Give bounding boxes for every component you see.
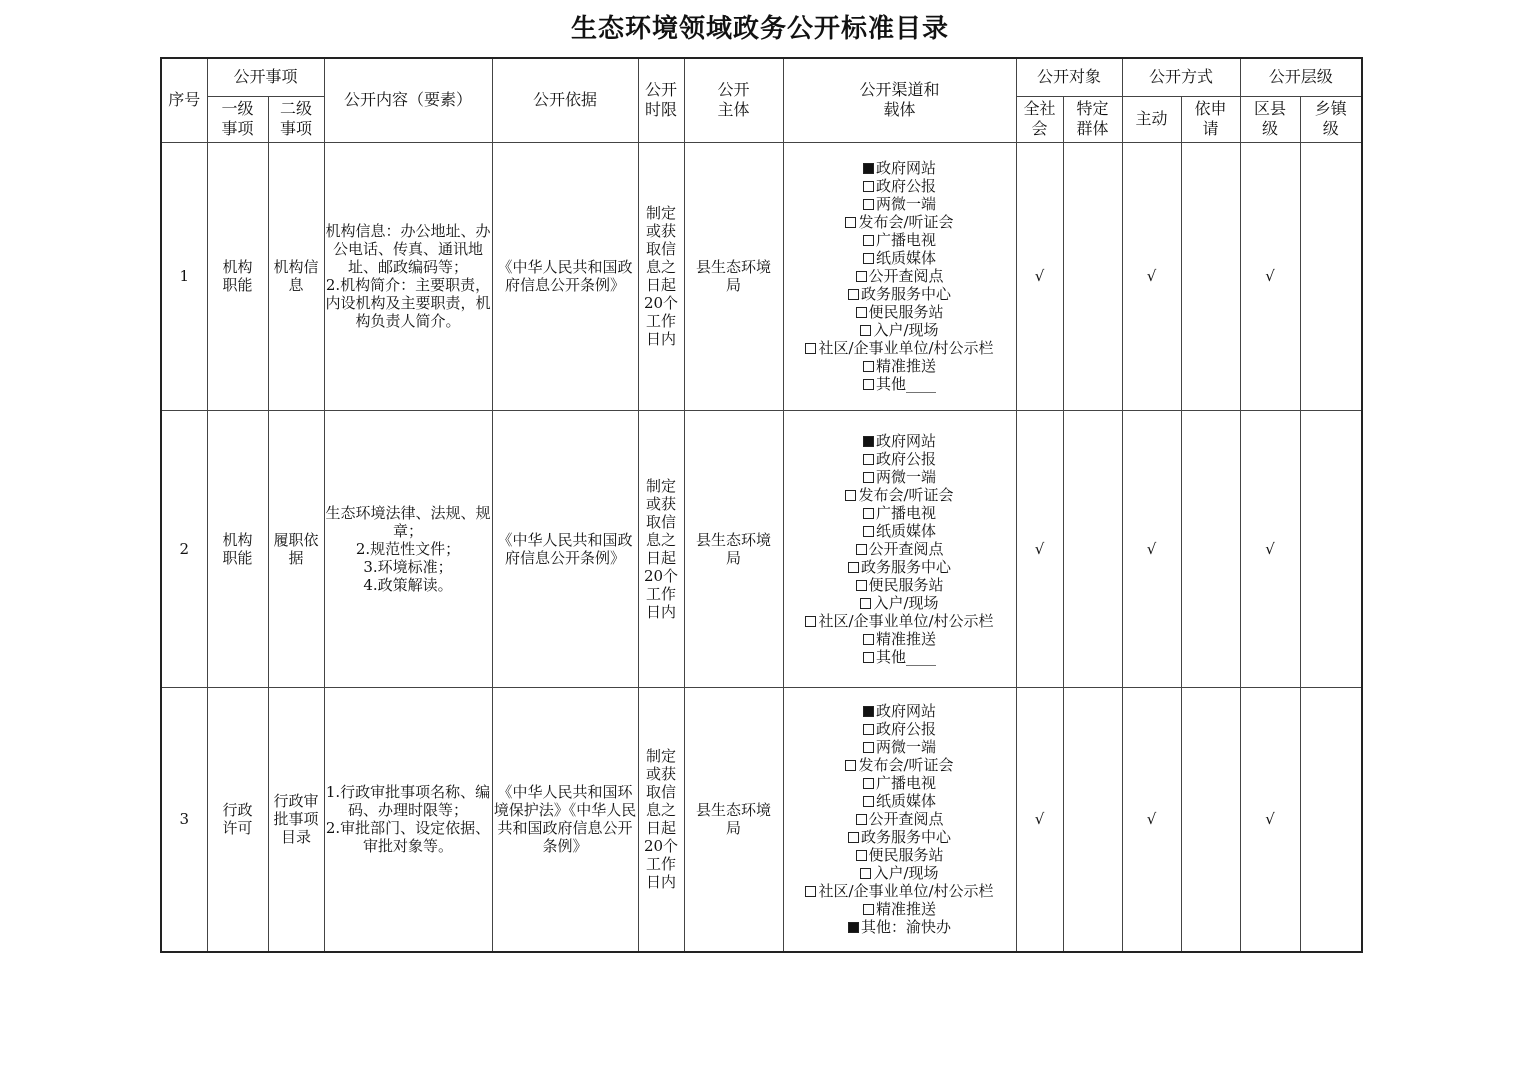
unchecked-box-icon xyxy=(863,199,874,210)
row-subject: 县生态环境 局 xyxy=(684,687,783,952)
row-channels xyxy=(783,687,1016,952)
channel-option xyxy=(784,558,1016,576)
channel-label: 便民服务站 xyxy=(868,303,944,321)
channel-option xyxy=(784,450,1016,468)
channel-option xyxy=(784,213,1016,231)
channel-label: 两微一端 xyxy=(876,467,937,486)
row-method-active-check: √ xyxy=(1122,687,1181,952)
channel-label: 两微一端 xyxy=(876,738,937,757)
catalog-table xyxy=(160,57,1363,953)
header-level-county: 区县 级 xyxy=(1240,96,1300,142)
row-content: 1.行政审批事项名称、编码、办理时限等； 2.审批部门、设定依据、审批对象等。 xyxy=(324,687,492,952)
unchecked-box-icon xyxy=(805,886,816,897)
header-audience-all: 全社 会 xyxy=(1016,96,1063,142)
channel-option xyxy=(784,249,1016,267)
row-time-limit: 制定 或获 取信 息之 日起 20个 工作 日内 xyxy=(638,410,684,687)
channel-label: 社区/企事业单位/村公示栏 xyxy=(818,611,994,630)
unchecked-box-icon xyxy=(856,580,867,591)
channel-option xyxy=(784,630,1016,648)
header-basis: 公开依据 xyxy=(492,58,638,142)
row-level1-item: 机构 职能 xyxy=(207,142,268,410)
channel-label: 精准推送 xyxy=(876,357,937,375)
row-method-active-check: √ xyxy=(1122,410,1181,687)
row-seq: 1 xyxy=(161,142,207,410)
row-level-town-check xyxy=(1300,687,1362,952)
channel-option xyxy=(784,810,1016,828)
channel-label: 精准推送 xyxy=(876,629,937,648)
channel-option xyxy=(784,576,1016,594)
channel-option xyxy=(784,522,1016,540)
channel-option xyxy=(784,339,1016,357)
channel-label: 入户/现场 xyxy=(873,864,939,883)
table-body xyxy=(161,142,1362,952)
channel-label: 其他：渝快办 xyxy=(861,918,952,937)
channel-option xyxy=(784,900,1016,918)
channel-label: 政务服务中心 xyxy=(861,557,952,576)
channel-option xyxy=(784,792,1016,810)
row-basis: 《中华人民共和国环境保护法》《中华人民共和国政府信息公开条例》 xyxy=(492,687,638,952)
unchecked-box-icon xyxy=(863,379,874,390)
channel-option xyxy=(784,918,1016,936)
header-subject: 公开 主体 xyxy=(684,58,783,142)
channel-label: 入户/现场 xyxy=(873,321,939,339)
checked-box-icon xyxy=(863,436,874,447)
header-level2: 二级 事项 xyxy=(268,96,324,142)
channel-label: 广播电视 xyxy=(876,503,937,522)
header-seq: 序号 xyxy=(161,58,207,142)
channel-label: 政府网站 xyxy=(876,702,937,721)
unchecked-box-icon xyxy=(863,778,874,789)
header-method-request: 依申 请 xyxy=(1181,96,1240,142)
row-audience-all-check: √ xyxy=(1016,687,1063,952)
channel-label: 纸质媒体 xyxy=(876,521,937,540)
channel-option xyxy=(784,177,1016,195)
channel-option xyxy=(784,321,1016,339)
unchecked-box-icon xyxy=(863,472,874,483)
table-row xyxy=(161,410,1362,687)
channel-option xyxy=(784,267,1016,285)
unchecked-box-icon xyxy=(863,454,874,465)
row-audience-all-check: √ xyxy=(1016,410,1063,687)
channel-label: 纸质媒体 xyxy=(876,792,937,811)
unchecked-box-icon xyxy=(863,526,874,537)
unchecked-box-icon xyxy=(863,634,874,645)
channel-label: 公开查阅点 xyxy=(868,267,944,285)
channel-option xyxy=(784,702,1016,720)
row-basis: 《中华人民共和国政府信息公开条例》 xyxy=(492,410,638,687)
row-seq: 2 xyxy=(161,410,207,687)
channel-option xyxy=(784,195,1016,213)
channel-option xyxy=(784,720,1016,738)
channel-label: 社区/企事业单位/村公示栏 xyxy=(818,339,994,357)
row-method-request-check xyxy=(1181,410,1240,687)
row-level2-item: 履职依 据 xyxy=(268,410,324,687)
row-method-request-check xyxy=(1181,687,1240,952)
unchecked-box-icon xyxy=(863,253,874,264)
channel-option xyxy=(784,159,1016,177)
row-channels xyxy=(783,410,1016,687)
channel-label: 其他____ xyxy=(876,647,937,666)
channel-label: 政务服务中心 xyxy=(861,285,952,303)
header-items-group: 公开事项 xyxy=(207,58,324,96)
channel-label: 公开查阅点 xyxy=(868,810,944,829)
row-basis: 《中华人民共和国政府信息公开条例》 xyxy=(492,142,638,410)
unchecked-box-icon xyxy=(845,760,856,771)
unchecked-box-icon xyxy=(856,307,867,318)
channel-option xyxy=(784,774,1016,792)
row-level-county-check: √ xyxy=(1240,142,1300,410)
table-row xyxy=(161,687,1362,952)
row-subject: 县生态环境 局 xyxy=(684,142,783,410)
channel-label: 入户/现场 xyxy=(873,593,939,612)
channel-option xyxy=(784,432,1016,450)
unchecked-box-icon xyxy=(863,724,874,735)
channel-label: 广播电视 xyxy=(876,231,937,249)
channel-option xyxy=(784,882,1016,900)
row-audience-specific-check xyxy=(1063,142,1122,410)
page-title: 生态环境领域政务公开标准目录 xyxy=(570,14,949,44)
row-level2-item: 机构信 息 xyxy=(268,142,324,410)
header-method-active: 主动 xyxy=(1122,96,1181,142)
row-audience-specific-check xyxy=(1063,687,1122,952)
unchecked-box-icon xyxy=(863,181,874,192)
unchecked-box-icon xyxy=(856,271,867,282)
channel-option xyxy=(784,846,1016,864)
row-content: 机构信息：办公地址、办公电话、传真、通讯地址、邮政编码等； 2.机构简介：主要职责，内设机构及主要职责，机构负责人简介。 xyxy=(324,142,492,410)
row-level1-item: 行政 许可 xyxy=(207,687,268,952)
channel-label: 便民服务站 xyxy=(868,846,944,865)
channel-label: 政府公报 xyxy=(876,449,937,468)
channel-label: 纸质媒体 xyxy=(876,249,937,267)
row-level-county-check: √ xyxy=(1240,410,1300,687)
header-time-limit: 公开 时限 xyxy=(638,58,684,142)
table-row xyxy=(161,142,1362,410)
unchecked-box-icon xyxy=(805,616,816,627)
checked-box-icon xyxy=(848,922,859,933)
channel-option xyxy=(784,864,1016,882)
row-audience-specific-check xyxy=(1063,410,1122,687)
unchecked-box-icon xyxy=(863,508,874,519)
unchecked-box-icon xyxy=(848,289,859,300)
unchecked-box-icon xyxy=(805,343,816,354)
header-level-town: 乡镇 级 xyxy=(1300,96,1362,142)
channel-label: 两微一端 xyxy=(876,195,937,213)
channel-label: 广播电视 xyxy=(876,774,937,793)
header-content: 公开内容（要素） xyxy=(324,58,492,142)
unchecked-box-icon xyxy=(860,598,871,609)
channel-label: 政务服务中心 xyxy=(861,828,952,847)
channel-option xyxy=(784,468,1016,486)
channel-label: 社区/企事业单位/村公示栏 xyxy=(818,882,994,901)
row-method-request-check xyxy=(1181,142,1240,410)
checked-box-icon xyxy=(863,706,874,717)
channel-label: 精准推送 xyxy=(876,900,937,919)
channel-option xyxy=(784,612,1016,630)
unchecked-box-icon xyxy=(860,868,871,879)
channel-label: 公开查阅点 xyxy=(868,539,944,558)
header-level-group: 公开层级 xyxy=(1240,58,1362,96)
row-level-county-check: √ xyxy=(1240,687,1300,952)
row-content: 生态环境法律、法规、规章； 2.规范性文件； 3.环境标准； 4.政策解读。 xyxy=(324,410,492,687)
unchecked-box-icon xyxy=(863,904,874,915)
header-method-group: 公开方式 xyxy=(1122,58,1240,96)
unchecked-box-icon xyxy=(856,544,867,555)
row-audience-all-check: √ xyxy=(1016,142,1063,410)
channel-option xyxy=(784,828,1016,846)
channel-label: 其他____ xyxy=(876,375,937,393)
channel-option xyxy=(784,231,1016,249)
channel-option xyxy=(784,486,1016,504)
row-level-town-check xyxy=(1300,142,1362,410)
unchecked-box-icon xyxy=(863,361,874,372)
row-channels xyxy=(783,142,1016,410)
channel-label: 发布会/听证会 xyxy=(858,485,954,504)
channel-option xyxy=(784,648,1016,666)
row-level2-item: 行政审 批事项 目录 xyxy=(268,687,324,952)
row-method-active-check: √ xyxy=(1122,142,1181,410)
unchecked-box-icon xyxy=(856,814,867,825)
channel-option xyxy=(784,357,1016,375)
channel-label: 政府公报 xyxy=(876,177,937,195)
row-subject: 县生态环境 局 xyxy=(684,410,783,687)
unchecked-box-icon xyxy=(863,652,874,663)
unchecked-box-icon xyxy=(863,796,874,807)
unchecked-box-icon xyxy=(845,217,856,228)
unchecked-box-icon xyxy=(848,562,859,573)
channel-label: 发布会/听证会 xyxy=(858,756,954,775)
header-level1: 一级 事项 xyxy=(207,96,268,142)
header-channel: 公开渠道和 载体 xyxy=(783,58,1016,142)
channel-option xyxy=(784,738,1016,756)
unchecked-box-icon xyxy=(856,850,867,861)
header-audience-group: 公开对象 xyxy=(1016,58,1122,96)
row-time-limit: 制定 或获 取信 息之 日起 20个 工作 日内 xyxy=(638,142,684,410)
header-row-1 xyxy=(161,58,1362,96)
unchecked-box-icon xyxy=(863,742,874,753)
row-time-limit: 制定 或获 取信 息之 日起 20个 工作 日内 xyxy=(638,687,684,952)
unchecked-box-icon xyxy=(848,832,859,843)
row-level-town-check xyxy=(1300,410,1362,687)
channel-label: 政府公报 xyxy=(876,720,937,739)
channel-option xyxy=(784,594,1016,612)
channel-label: 发布会/听证会 xyxy=(858,213,954,231)
unchecked-box-icon xyxy=(845,490,856,501)
channel-option xyxy=(784,303,1016,321)
channel-option xyxy=(784,756,1016,774)
row-seq: 3 xyxy=(161,687,207,952)
channel-option xyxy=(784,504,1016,522)
unchecked-box-icon xyxy=(860,325,871,336)
channel-option xyxy=(784,540,1016,558)
checked-box-icon xyxy=(863,163,874,174)
channel-label: 政府网站 xyxy=(876,431,937,450)
channel-option xyxy=(784,285,1016,303)
row-level1-item: 机构 职能 xyxy=(207,410,268,687)
channel-label: 政府网站 xyxy=(876,159,937,177)
channel-label: 便民服务站 xyxy=(868,575,944,594)
header-audience-specific: 特定 群体 xyxy=(1063,96,1122,142)
channel-option xyxy=(784,375,1016,393)
unchecked-box-icon xyxy=(863,235,874,246)
